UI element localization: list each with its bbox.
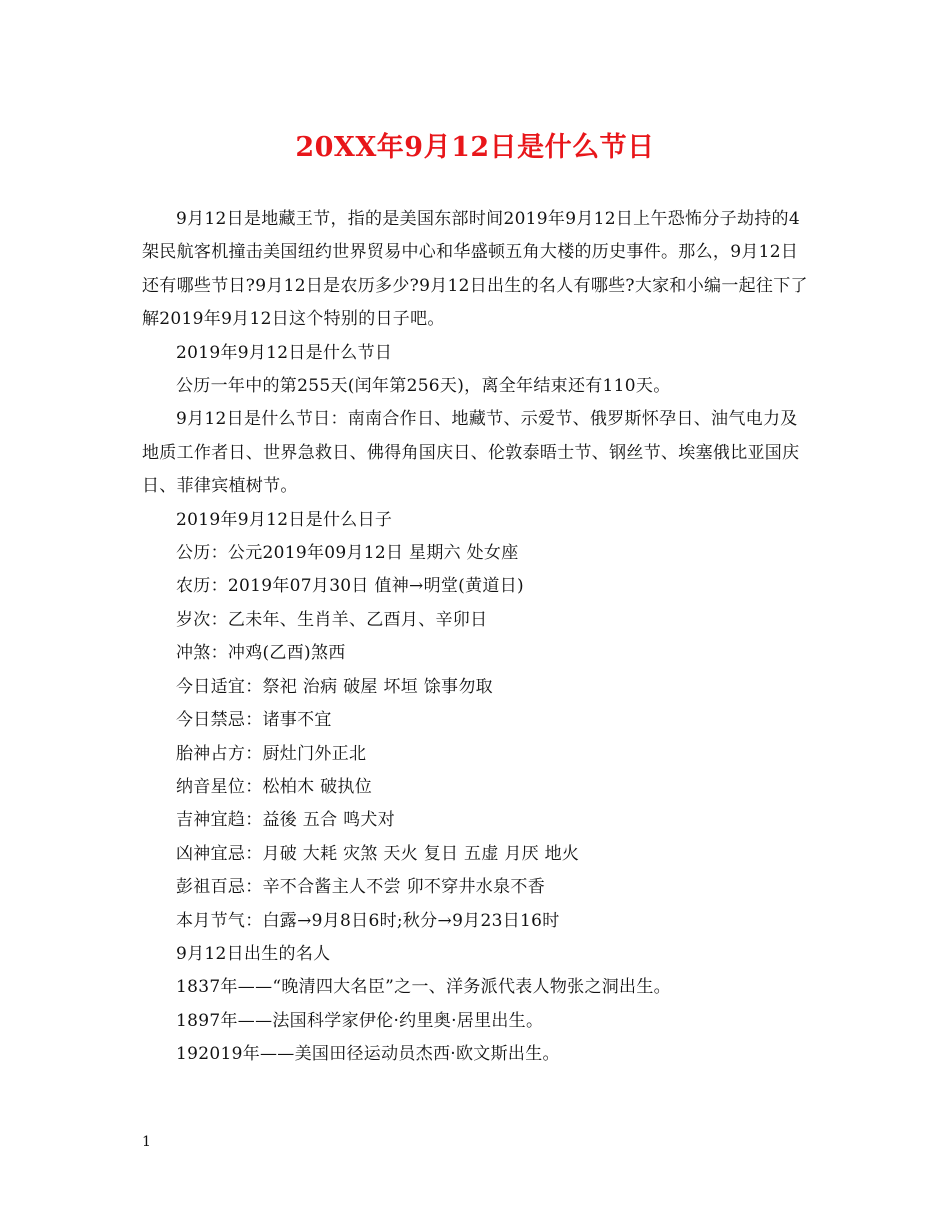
paragraph-taboo: 今日禁忌：诸事不宜 [176,710,332,731]
paragraph-heading-day: 2019年9月12日是什么日子 [176,509,393,530]
paragraph-solar-terms: 本月节气：白露→9月8日6时;秋分→9月23日16时 [176,910,560,931]
paragraph-lunar: 农历：2019年07月30日 值神→明堂(黄道日) [176,576,524,597]
paragraph-suitable: 今日适宜：祭祀 治病 破屋 坏垣 馀事勿取 [176,676,493,697]
paragraph-clash: 冲煞：冲鸡(乙酉)煞西 [176,643,346,664]
paragraph-pengzu: 彭祖百忌：辛不合酱主人不尝 卯不穿井水泉不香 [176,877,546,898]
page-title: 20XX年9月12日是什么节日 [295,132,655,163]
paragraph-birth-1837: 1837年——“晚清四大名臣”之一、洋务派代表人物张之洞出生。 [176,977,671,998]
paragraph-fetal-god: 胎神占方：厨灶门外正北 [176,743,367,764]
page-number: 1 [142,1134,151,1150]
document-body [142,203,814,1072]
paragraph-year-cycle: 岁次：乙未年、生肖羊、乙酉月、辛卯日 [176,609,488,630]
paragraph-gregorian: 公历：公元2019年09月12日 星期六 处女座 [176,543,519,564]
paragraph-festival-list: 9月12日是什么节日：南南合作日、地藏节、示爱节、俄罗斯怀孕日、油气电力及地质工作者日、世界急救日、佛得角国庆日、伦敦泰晤士节、钢丝节、埃塞俄比亚国庆日、菲律宾植树节。 [142,409,800,497]
paragraph-inauspicious: 凶神宜忌：月破 大耗 灾煞 天火 复日 五虚 月厌 地火 [176,843,580,864]
paragraph-nayin: 纳音星位：松柏木 破执位 [176,776,373,797]
paragraph-day-of-year: 公历一年中的第255天(闰年第256天)，离全年结束还有110天。 [176,376,671,397]
paragraph-birth-1897: 1897年——法国科学家伊伦·约里奥·居里出生。 [176,1010,544,1031]
paragraph-birth-owens: 192019年——美国田径运动员杰西·欧文斯出生。 [176,1044,560,1065]
paragraph-heading-births: 9月12日出生的名人 [176,943,331,964]
paragraph-intro: 9月12日是地藏王节，指的是美国东部时间2019年9月12日上午恐怖分子劫持的4架民航客机撞击美国纽约世界贸易中心和华盛顿五角大楼的历史事件。那么，9月12日还有哪些节日?9月12日是农历多少?9月12日出生的名人有哪些?大家和小编一起往下了解2019年9月12日这个特别的日子吧。 [142,209,808,330]
paragraph-auspicious: 吉神宜趋：益後 五合 鸣犬对 [176,810,396,831]
paragraph-heading-festival: 2019年9月12日是什么节日 [176,342,393,363]
